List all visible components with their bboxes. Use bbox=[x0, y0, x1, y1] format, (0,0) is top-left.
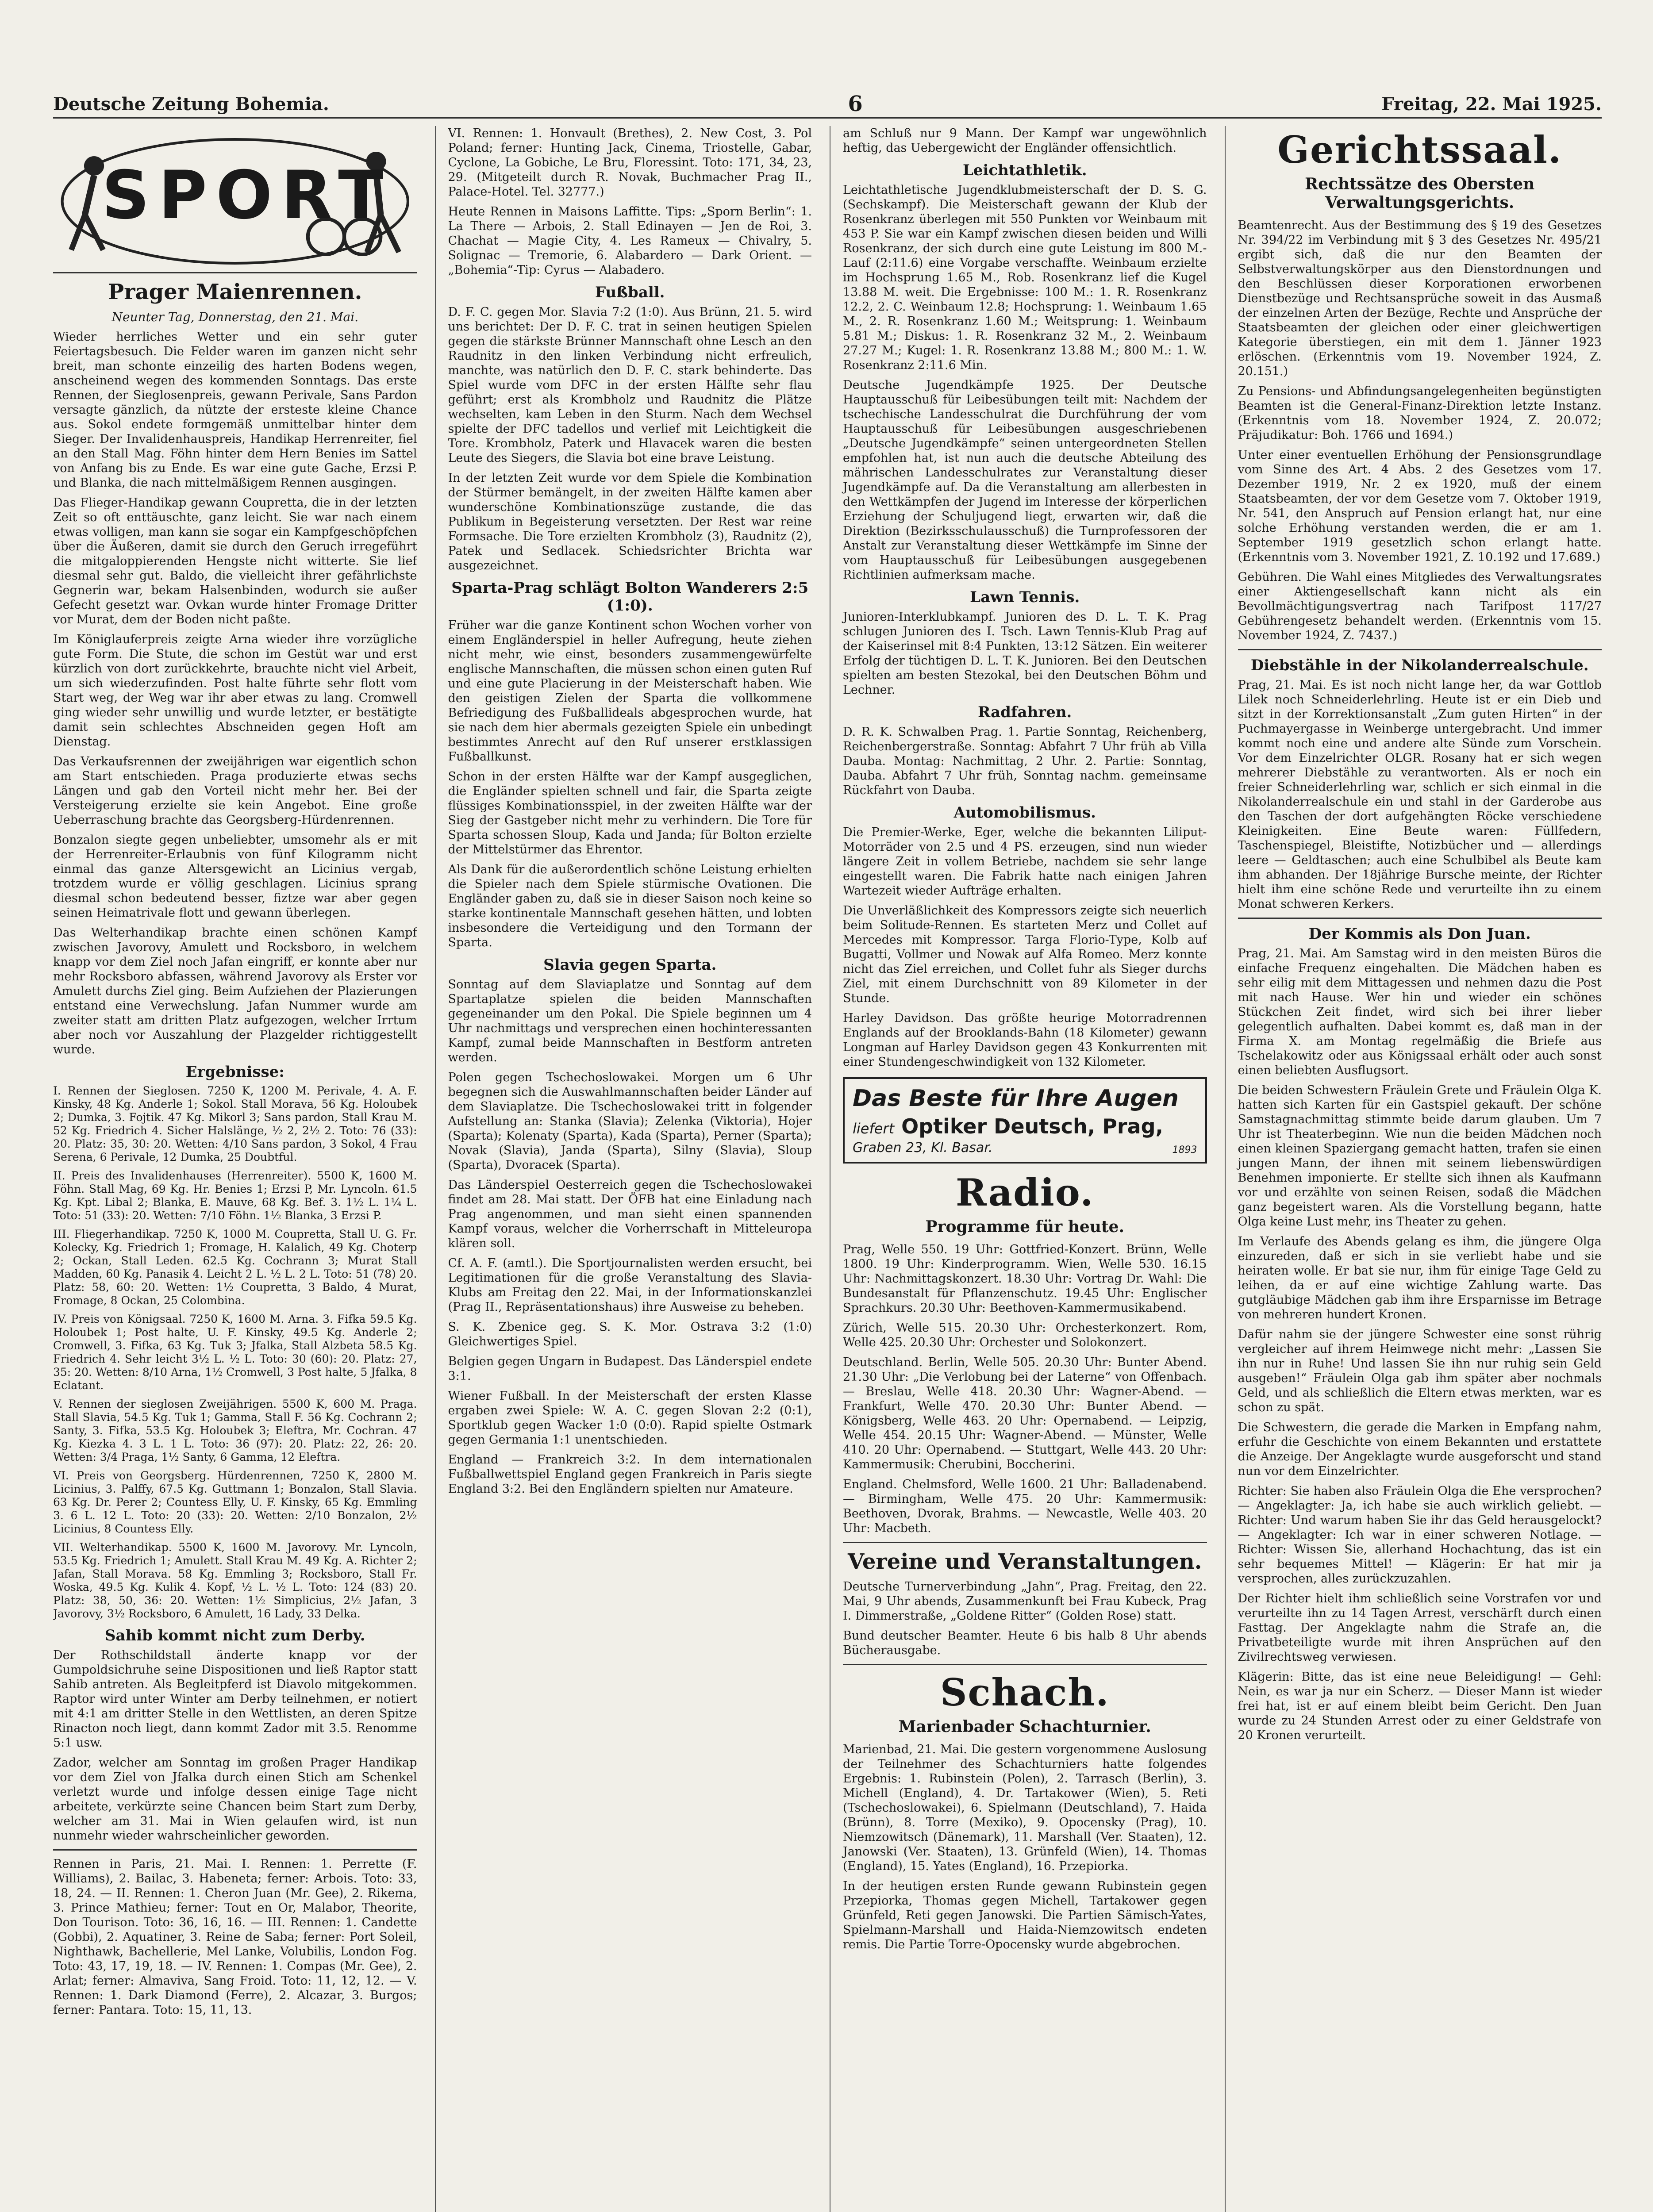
article-paragraph: Klägerin: Bitte, das ist eine neue Beleidigung! — Gehl: Nein, es war ja nur ein Scherz. — Dieser Mann ist wieder frei hat, ist er auf einem bleibt beim Gericht. Den Juan wurde zu 24 Stunden Arrest oder zu einer Geldstrafe von 20 Kronen verurteilt. bbox=[1238, 1670, 1602, 1742]
article-paragraph: Prag, 21. Mai. Es ist noch nicht lange her, da war Gottlob Lilek noch Schneiderlehrling. Heute ist er ein Dieb und sitzt in der Korrektionsanstalt „Zum guten Hirten“ in der Puchmayergasse in Weinberge untergebracht. Und immer kommt noch eine und andere alte Sünde zum Vorschein. Vor dem Einzelrichter OLGR. Rosany hat er sich wegen mehrerer Diebstähle zu verantworten. Als er noch ein freier Schneiderlehrling war, schlich er sich einmal in die Nikolanderrealschule ein und stahl in der Garderobe aus den Taschen der dort aufgehängten Röcke verschiedene Kleinigkeiten. Eine Beute waren: Füllfedern, Taschenspiegel, Bleistifte, Notizbücher und — allerdings leere — Geldtaschen; auch eine Schulbibel als Beute kam ihm abhanden. Der 18jährige Bursche meinte, der Richter hielt ihm eine schöne Rede und verurteilte ihn zu einem Monat schweren Kerkers. bbox=[1238, 678, 1602, 911]
article-paragraph: Harley Davidson. Das größte heurige Motorradrennen Englands auf der Brooklands-Bahn (18 Kilometer) gewann Longman auf Harley Davidson gegen 43 Konkurrenten mit einer Stundengeschwindigkeit von 132 Kilometer. bbox=[843, 1011, 1207, 1069]
article-paragraph: Marienbad, 21. Mai. Die gestern vorgenommene Auslosung der Teilnehmer des Schachturniers hatte folgendes Ergebnis: 1. Rubinstein (Polen), 2. Tarrasch (Berlin), 3. Michell (England), 4. Dr. Tartakower (Wien), 5. Reti (Tschechoslowakei), 6. Spielmann (Deutschland), 7. Haida (Brünn), 8. Torre (Mexiko), 9. Opocensky (Prag), 10. Niemzowitsch (Dänemark), 11. Marshall (Ver. Staaten), 12. Janowski (Ver. Staaten), 13. Grünfeld (Wien), 14. Thomas (England), 15. Yates (England), 16. Przepiorka. bbox=[843, 1743, 1207, 1873]
race-result: VI. Preis von Georgsberg. Hürdenrennen, 7250 K, 2800 M. Licinius, 3. Palffy, 67.5 Kg. Guttmann 1; Bonzalon, Stall Slavia. 63 Kg. Dr. Perer 2; Countess Elly, U. F. Kinsky, 65 Kg. Emmling 3. 6 L. 12 L. Toto: 20 (33): 20. Wetten: 2/10 Bonzalon, 2½ Licinius, 8 Countess Elly. bbox=[53, 1469, 417, 1535]
article-title: Prager Maienrennen. bbox=[108, 280, 362, 304]
article-paragraph: England — Frankreich 3:2. In dem internationalen Fußballwettspiel England gegen Frankreich in Paris siegte England 3:2. Bei den Engländern spielten nur Amateure. bbox=[448, 1453, 812, 1496]
article-paragraph: Polen gegen Tschechoslowakei. Morgen um 6 Uhr begegnen sich die Auswahlmannschaften beider Länder auf dem Slaviaplatze. Die Tschechoslowakei tritt in folgender Aufstellung an: Stanka (Slavia); Zelenka (Viktoria), Hojer (Sparta); Kolenaty (Sparta), Kada (Sparta), Perner (Sparta); Novak (Slavia), Janda (Sparta), Silny (Slavia), Sloup (Sparta), Dvoracek (Sparta). bbox=[448, 1071, 812, 1172]
article-paragraph: Der Richter hielt ihm schließlich seine Vorstrafen vor und verurteilte ihn zu 14 Tagen Arrest, verschärft durch einen Fasttag. Der Angeklagte nahm die Strafe an, die Privatbeteiligte wurde mit ihren Ansprüchen auf den Zivilrechtsweg verwiesen. bbox=[1238, 1592, 1602, 1664]
race-result: V. Rennen der sieglosen Zweijährigen. 5500 K, 600 M. Praga. Stall Slavia, 54.5 Kg. Tuk 1; Gamma, Stall F. 56 Kg. Cochrann 2; Santy, 3. Fifka, 53.5 Kg. Holoubek 3; Eleftra, Mr. Cochran. 47 Kg. Kiezka 4. 3 L. 1 L. Toto: 36 (97): 20. Platz: 22, 26: 20. Wetten: 3/4 Praga, 1½ Santy, 6 Gamma, 12 Eleftra. bbox=[53, 1398, 417, 1463]
article-paragraph: Im Königlauferpreis zeigte Arna wieder ihre vorzügliche gute Form. Die Stute, die schon im Gestüt war und erst kürzlich von dort zurückkehrte, brauchte nicht viel Arbeit, um sich wiederzufinden. Post halte führte sehr flott vom Start weg, der Weg war ihr aber etwas zu lang. Cromwell ging wieder sehr unwillig und wurde letzter, er bestätigte damit sein schlechtes Abschneiden gegen Hoft am Dienstag. bbox=[53, 633, 417, 749]
page-number: 6 bbox=[848, 92, 863, 116]
race-result: II. Preis des Invalidenhauses (Herrenreiter). 5500 K, 1600 M. Föhn. Stall Mag, 69 Kg. Hr. Benies 1; Erzsi P, Mr. Lyncoln. 61.5 Kg. Kpt. Libal 2; Blanka, E. Mauve, 68 Kg. Bef. 3. 1½ L. 1¼ L. Toto: 51 (33): 20. Wetten: 7/10 Föhn. 1½ Blanka, 3 Erzsi P. bbox=[53, 1169, 417, 1222]
ad-company-name: Optiker Deutsch, Prag, bbox=[901, 1114, 1164, 1138]
article-paragraph: Leichtathletische Jugendklubmeisterschaft der D. S. G. (Sechskampf). Die Meisterschaft gewann der Klub der Rosenkranz überlegen mit 550 Punkten vor Weinbaum mit 453 P. Sie war ein Kampf zwischen diesen beiden und Willi Rosenkranz, der sich durch eine gute Leistung im 800 M.-Lauf (2:11.6) eine Vorgabe verschaffte. Weinbaum erzielte im Hochsprung 1.65 M., Rob. Rosenkranz lief die Kugel 13.88 M. weit. Die Ergebnisse: 100 M.: 1. R. Rosenkranz 12.2, 2. C. Weinbaum 12.8; Hochsprung: 1. Weinbaum 1.65 M., 2. R. Rosenkranz 1.60 M.; Weitsprung: 1. Weinbaum 5.81 M.; Diskus: 1. R. Rosenkranz 32 M., 2. Weinbaum 27.27 M.; Kugel: 1. R. Rosenkranz 13.88 M.; 800 M.: 1. W. Rosenkranz 2:11.6 Min. bbox=[843, 183, 1207, 372]
article-paragraph: Sonntag auf dem Slaviaplatze und Sonntag auf dem Spartaplatze spielen die beiden Mannschaften gegeneinander um den Pokal. Die Spiele beginnen um 4 Uhr nachmittags und versprechen einen hochinteressanten Kampf, zumal beide Mannschaften in Bestform antreten werden. bbox=[448, 978, 812, 1064]
race-results bbox=[53, 1084, 417, 1621]
column-1 bbox=[53, 126, 417, 2212]
article-paragraph: Deutsche Turnerverbindung „Jahn“, Prag. Freitag, den 22. Mai, 9 Uhr abends, Zusammenkunft bei Frau Kubeck, Prag I. Dimmerstraße, „Goldene Ritter“ (Golden Rose) statt. bbox=[843, 1580, 1207, 1623]
results-heading: Ergebnisse: bbox=[185, 1063, 284, 1081]
article-paragraph: Zu Pensions- und Abfindungsangelegenheiten begünstigten Beamten ist die General-Finanz-Direktion letzte Instanz. (Erkenntnis vom 18. November 1924, Z. 20.072; Präjudikatur: Boh. 1766 und 1694.) bbox=[1238, 384, 1602, 442]
divider bbox=[843, 1664, 1207, 1665]
article-paragraph: Richter: Sie haben also Fräulein Olga die Ehe versprochen? — Angeklagter: Ja, ich habe sie auch wirklich geliebt. — Richter: Und warum haben Sie ihr das Geld herausgelockt? — Angeklagter: Ich war in einer schweren Notlage. — Richter: Wissen Sie, allerhand Hochachtung, das ist ein sehr bequemes Mittel! — Klägerin: Er hat mir ja versprochen, alles zurückzuzahlen. bbox=[1238, 1484, 1602, 1586]
ad-headline: Das Beste für Ihre Augen bbox=[853, 1085, 1179, 1112]
article-paragraph: Zador, welcher am Sonntag im großen Prager Handikap vor dem Ziel von Jfalka durch einen Stich am Schenkel verletzt wurde und infolge dessen einige Tage nicht arbeitete, verkürzte seine Chancen beim Start zum Derby, welcher am 31. Mai in Wien gelaufen wird, ist nun nunmehr wieder wahrscheinlicher geworden. bbox=[53, 1756, 417, 1843]
article-paragraph: Das Welterhandikap brachte einen schönen Kampf zwischen Javorovy, Amulett und Rocksboro, in welchem knapp vor dem Ziel noch Jafan eingriff, er konnte aber nur mehr Rocksboro abfassen, während Javorovy als Erster vor Amulett durchs Ziel ging. Beim Aufziehen der Plazierungen entstand eine Verwechslung. Jafan Nummer wurde am zweiter statt am dritten Platz aufgezogen, welcher Irrtum aber noch vor Auszahlung der Plazgelder richtiggestellt wurde. bbox=[53, 926, 417, 1056]
article-paragraph: Im Verlaufe des Abends gelang es ihm, die jüngere Olga einzureden, daß er sich in sie verliebt habe und sie heiraten wolle. Er bat sie nur, ihm für einige Tage Geld zu leihen, da er auf eine wichtige Zahlung warte. Das gutgläubige Mädchen gab ihm ihre Ersparnisse im Betrage von mehreren hundert Kronen. bbox=[1238, 1235, 1602, 1321]
issue-date: Freitag, 22. Mai 1925. bbox=[1381, 93, 1602, 115]
article-paragraph: D. F. C. gegen Mor. Slavia 7:2 (1:0). Aus Brünn, 21. 5. wird uns berichtet: Der D. F. C. trat in seinen heutigen Spielen gegen die stärkste Brünner Mannschaft ohne Lesch an den Raudnitz in den linken Verbindung nicht erfreulich, manchte, was natürlich den D. F. C. stark behinderte. Das Spiel wurde vom DFC in der ersten Hälfte sehr flau geführt; erst als Krombholz und Raudnitz die Plätze wechselten, kam Leben in den Sturm. Nach dem Wechsel spielte der DFC tadellos und verlief mit Leichtigkeit die Tore. Krombholz, Paterk und Hlavacek waren die besten Leute des Siegers, die Slavia bot eine brave Leistung. bbox=[448, 305, 812, 465]
race-result: I. Rennen der Sieglosen. 7250 K, 1200 M. Perivale, 4. A. F. Kinsky, 48 Kg. Anderle 1; Sokol. Stall Morava, 56 Kg. Holoubek 2; Dumka, 3. Fojtik. 47 Kg. Mikorl 3; Sans pardon, Stall Krau M. 52 Kg. Friedrich 4. Sicher Halslänge, ½ 2, 2½ 2. Toto: 76 (33): 20. Platz: 35, 30: 20. Wetten: 4/10 Sans pardon, 3 Sokol, 4 Frau Serena, 6 Perivale, 12 Dumka, 25 Doubtful. bbox=[53, 1084, 417, 1164]
article-paragraph: Das Verkaufsrennen der zweijährigen war eigentlich schon am Start entschieden. Praga produzierte etwas sechs Längen und gab den Vorteil nicht mehr her. Bei der Versteigerung erzielte sie kein Angebot. Eine große Ueberraschung brachte das Georgsberg-Hürdenrennen. bbox=[53, 755, 417, 827]
section-heading: Der Kommis als Don Juan. bbox=[1308, 925, 1531, 943]
article-paragraph: Rennen in Paris, 21. Mai. I. Rennen: 1. Perrette (F. Williams), 2. Bailac, 3. Habeneta; ferner: Arbois. Toto: 33, 18, 24. — II. Rennen: 1. Cheron Juan (Mr. Gee), 2. Rikema, 3. Prince Mathieu; ferner: Tout en Or, Malabor, Theorite, Don Tourison. Toto: 36, 16, 16. — III. Rennen: 1. Candette (Gobbi), 2. Aquatiner, 3. Reine de Saba; ferner: Port Soleil, Nighthawk, Bachellerie, Mel Lanke, Volubilis, London Fog. Toto: 43, 17, 19, 18. — IV. Rennen: 1. Compas (Mr. Gee), 2. Arlat; ferner: Almaviva, Sang Froid. Toto: 11, 12, 12. — V. Rennen: 1. Dark Diamond (Ferre), 2. Alcazar, 3. Burgos; ferner: Pantara. Toto: 15, 11, 13. bbox=[53, 1857, 417, 2017]
newspaper-name: Deutsche Zeitung Bohemia. bbox=[53, 93, 329, 115]
article-dateline: Neunter Tag, Donnerstag, den 21. Mai. bbox=[111, 310, 359, 324]
article-paragraph: In der heutigen ersten Runde gewann Rubinstein gegen Przepiorka, Thomas gegen Michell, Tartakower gegen Grünfeld, Reti gegen Janowski. Die Partien Sämisch-Yates, Spielmann-Marshall und Haida-Niemzowitsch endeten remis. Die Partie Torre-Opocensky wurde abgebrochen. bbox=[843, 1879, 1207, 1951]
article-paragraph: S. K. Zbenice geg. S. K. Mor. Ostrava 3:2 (1:0) Gleichwertiges Spiel. bbox=[448, 1320, 812, 1348]
section-heading: Sahib kommt nicht zum Derby. bbox=[105, 1627, 365, 1644]
page-columns bbox=[53, 126, 1602, 2212]
section-heading: Leichtathletik. bbox=[962, 161, 1087, 179]
ad-company-prefix: liefert bbox=[853, 1120, 895, 1137]
column-4 bbox=[1225, 126, 1602, 2212]
article-paragraph: Gebühren. Die Wahl eines Mitgliedes des Verwaltungsrates einer Aktiengesellschaft kann nicht als ein Bevollmächtigungsvertrag nach Tarifpost 117/27 Gebührengesetz behandelt werden. (Erkenntnis vom 15. November 1924, Z. 7437.) bbox=[1238, 570, 1602, 642]
section-heading: Automobilismus. bbox=[953, 804, 1096, 822]
section-heading: Lawn Tennis. bbox=[970, 588, 1080, 606]
radio-listing: England. Chelmsford, Welle 1600. 21 Uhr: Balladenabend. — Birmingham, Welle 475. 20 Uhr: Kammermusik: Beethoven, Dvorak, Brahms. — Newcastle, Welle 403. 20 Uhr: Macbeth. bbox=[843, 1478, 1207, 1535]
section-heading: Diebstähle in der Nikolanderrealschule. bbox=[1250, 657, 1589, 674]
ad-code: 1893 bbox=[1172, 1144, 1197, 1156]
optician-advertisement bbox=[843, 1077, 1207, 1164]
article-paragraph: Das Flieger-Handikap gewann Coupretta, die in der letzten Zeit so oft enttäuschte, ganz leicht. Sie war nach einem etwas volligen, man kann sie sogar ein Kampfgeschöpfchen über die Äußeren, damit sie durch den Geruch irregeführt die mitgaloppierenden Hengste nicht witterte. Sie lief diesmal sehr gut. Baldo, die vielleicht ihrer gefährlichste Gegnerin war, bekam Halsenbinden, wodurch sie außer Gefecht gesetzt war. Ovkan wurde hinter Fromage Dritter vor Murat, dem der Boden nicht paßte. bbox=[53, 496, 417, 626]
divider bbox=[1238, 649, 1602, 650]
schach-title: Schach. bbox=[940, 1671, 1110, 1714]
article-paragraph: Junioren-Interklubkampf. Junioren des D. L. T. K. Prag schlugen Junioren des I. Tsch. Lawn Tennis-Klub Prag auf der Kaiserinsel mit 8:4 Punkten, 13:12 Sätzen. Ein weiterer Erfolg der tüchtigen D. L. T. K. Junioren. Bei den Deutschen spielten am besten Stezokal, bei den Deutschen Böhm und Lechner. bbox=[843, 610, 1207, 697]
article-paragraph: Beamtenrecht. Aus der Bestimmung des § 19 des Gesetzes Nr. 394/22 im Verbindung mit § 3 des Gesetzes Nr. 495/21 ergibt sich, daß die nur den Beamten der Selbstverwaltungskörper aus den Dienstordnungen und den Beschlüssen dieser Korporationen erworbenen Dienstbezüge und Rechtsansprüche soweit in das Ausmaß der einzelnen Arten der Bezüge, Rechte und Ansprüche der Staatsbeamten der gleichen oder einer gleichwertigen Kategorie überstiegen, ein mit dem 1. Jänner 1923 erlöschen. (Erkenntnis vom 19. November 1924, Z. 20.151.) bbox=[1238, 219, 1602, 378]
article-paragraph: Cf. A. F. (amtl.). Die Sportjournalisten werden ersucht, bei Legitimationen für die große Veranstaltung des Slavia-Klubs am Freitag den 22. Mai, in der Informationskanzlei (Prag II., Repräsentationshaus) ihre Ausweise zu beheben. bbox=[448, 1256, 812, 1314]
section-heading: Slavia gegen Sparta. bbox=[543, 956, 717, 974]
article-paragraph: Bund deutscher Beamter. Heute 6 bis halb 8 Uhr abends Bücherausgabe. bbox=[843, 1629, 1207, 1657]
radio-title: Radio. bbox=[955, 1171, 1094, 1214]
radio-listing: Prag, Welle 550. 19 Uhr: Gottfried-Konzert. Brünn, Welle 1800. 19 Uhr: Kinderprogramm. Wien, Welle 530. 16.15 Uhr: Nachmittagskonzert. 18.30 Uhr: Vortrag Dr. Wahl: Die Bundesanstalt für Pflanzenschutz. 19.45 Uhr: Englischer Sprachkurs. 20.30 Uhr: Beethoven-Kammermusikabend. bbox=[843, 1243, 1207, 1315]
section-heading: Fußball. bbox=[595, 284, 665, 301]
article-paragraph: In der letzten Zeit wurde vor dem Spiele die Kombination der Stürmer bemängelt, in der zweiten Hälfte kamen aber wunderschöne Kombinationszüge zustande, die das Publikum in Begeisterung versetzten. Der Rest war reine Formsache. Die Tore erzielten Krombholz (3), Raudnitz (2), Patek und Sedlacek. Schiedsrichter Brichta war ausgezeichnet. bbox=[448, 471, 812, 572]
race-result: IV. Preis von Königsaal. 7250 K, 1600 M. Arna. 3. Fifka 59.5 Kg. Holoubek 1; Post halte, U. F. Kinsky, 49.5 Kg. Anderle 2; Cromwell, 3. Fifka, 63 Kg. Tuk 3; Jfalka, Stall Alzbeta 58.5 Kg. Friedrich 4. Sehr leicht 3½ L. ½ L. Toto: 30 (60): 20. Platz: 27, 35: 20. Wetten: 8/10 Arna, 1½ Cromwell, 3 Post halte, 5 Jfalka, 8 Eclatant. bbox=[53, 1313, 417, 1392]
gerichtssaal-title: Gerichtssaal. bbox=[1277, 128, 1562, 172]
ad-address-text: Graben 23, Kl. Basar. bbox=[853, 1140, 993, 1156]
radio-listing: Zürich, Welle 515. 20.30 Uhr: Orchesterkonzert. Rom, Welle 425. 20.30 Uhr: Orchester und Solokonzert. bbox=[843, 1321, 1207, 1349]
column-3 bbox=[830, 126, 1207, 2212]
divider bbox=[53, 1849, 417, 1851]
article-paragraph: Schon in der ersten Hälfte war der Kampf ausgeglichen, die Engländer spielten schnell und fair, die Sparta zeigte flüssiges Kombinationsspiel, in der zweiten Hälfte war der Sieg der Gastgeber nicht mehr zu verhindern. Die Tore für Sparta schossen Sloup, Kada und Janda; für Bolton erzielte der Mittelstürmer das Ehrentor. bbox=[448, 770, 812, 856]
sport-logo-word: SPORT bbox=[102, 157, 392, 234]
schach-subtitle: Marienbader Schachturnier. bbox=[898, 1717, 1151, 1736]
ad-company bbox=[853, 1114, 1197, 1138]
section-heading: Radfahren. bbox=[978, 703, 1072, 721]
article-paragraph: D. R. K. Schwalben Prag. 1. Partie Sonntag, Reichenberg, Reichenbergerstraße. Sonntag: Abfahrt 7 Uhr früh ab Villa Dauba. Montag: Nachmittag, 2 Uhr. 2. Partie: Sonntag, Dauba. Abfahrt 7 Uhr früh, Sonntag nachm. gemeinsame Rückfahrt von Dauba. bbox=[843, 725, 1207, 797]
article-paragraph: Wiener Fußball. In der Meisterschaft der ersten Klasse ergaben zwei Spiele: W. A. C. gegen Slovan 2:2 (0:1), Sportklub gegen Wacker 1:0 (0:0). Rapid spielte Ostmark gegen Germania 1:1 unentschieden. bbox=[448, 1389, 812, 1447]
article-paragraph: am Schluß nur 9 Mann. Der Kampf war ungewöhnlich heftig, das Uebergewicht der Engländer offensichtlich. bbox=[843, 127, 1207, 155]
article-paragraph: Bonzalon siegte gegen unbeliebter, umsomehr als er mit der Herrenreiter-Erlaubnis von fünf Kilogramm nicht einmal das ganze Altersgewicht an Licinius vergab, trotzdem wurde er völlig geschlagen. Licinius sprang diesmal schon bedeutend besser, fiztze war aber gegen seinen Heimatrivale flott und gewann überlegen. bbox=[53, 833, 417, 920]
article-paragraph: Dafür nahm sie der jüngere Schwester eine sonst rührig vergleicher auf ihrem Heimwege nicht mehr: „Lassen Sie ihn nur in Ruhe! Und lassen Sie ihn nur ruhig sein Geld ausgeben!“ Fräulein Olga gab ihm später aber nochmals Geld, und als schließlich die Eltern etwas merkten, war es schon zu spät. bbox=[1238, 1328, 1602, 1414]
divider bbox=[843, 1542, 1207, 1543]
column-2 bbox=[435, 126, 812, 2212]
divider bbox=[1238, 918, 1602, 919]
article-paragraph: Belgien gegen Ungarn in Budapest. Das Länderspiel endete 3:1. bbox=[448, 1355, 812, 1383]
gerichtssaal-subtitle: Rechtssätze des Obersten Verwaltungsgerichts. bbox=[1305, 175, 1535, 212]
article-paragraph: Das Länderspiel Oesterreich gegen die Tschechoslowakei findet am 28. Mai statt. Der ÖFB hat eine Einladung nach Prag angenommen, und man sieht einen spannenden Kampf voraus, welcher die Vorherrschaft in Mitteleuropa klären soll. bbox=[448, 1178, 812, 1250]
article-paragraph: Heute Rennen in Maisons Laffitte. Tips: „Sporn Berlin“: 1. La There — Arbois, 2. Stall Edinayen — Jen de Roi, 3. Chachat — Magie City, 4. Les Rameux — Chivalry, 5. Solignac — Tremorie, 6. Alabardero — Dark Orient. — „Bohemia“-Tip: Cyrus — Alabadero. bbox=[448, 205, 812, 277]
article-paragraph: Die Unverläßlichkeit des Kompressors zeigte sich neuerlich beim Solitude-Rennen. Es starteten Merz und Collet auf Mercedes mit Kompressor. Targa Florio-Type, Kolb auf Bugatti, Vollmer und Nowak auf Alfa Romeo. Merz konnte nicht das Ziel erreichen, und Collet fuhr als Sieger durchs Ziel, mit einem Durchschnitt von 89 Kilometer in der Stunde. bbox=[843, 904, 1207, 1005]
vereine-title: Vereine und Veranstaltungen. bbox=[847, 1549, 1202, 1574]
radio-subtitle: Programme für heute. bbox=[925, 1217, 1125, 1236]
article-paragraph: Prag, 21. Mai. Am Samstag wird in den meisten Büros die einfache Frequenz eingehalten. Die Mädchen haben es sehr eilig mit dem Mittagessen und nehmen dazu die Post mit nach Hause. Wer hin und wieder ein schönes Stückchen Zeit findet, wird sich bei ihrer lieber gelegentlich aufhalten. Dabei kommt es, daß man in der Firma X. am Montag regelmäßig die Briefe aus Tschelakowitz oder aus Königssaal erhält oder auch sonst einen beliebten Ausflugsort. bbox=[1238, 947, 1602, 1077]
article-paragraph: Der Rothschildstall änderte knapp vor der Gumpoldsichruhe seine Dispositionen und ließ Raptor statt Sahib antreten. Als Begleitpferd ist Diavolo mitgekommen. Raptor wird unter Winter am Derby teilnehmen, er notiert mit 4:1 am dritter Stelle in den Wettlisten, an deren Spitze Rinacton noch liegt, dann kommt Zador mit 3.5. Renomme 5:1 usw. bbox=[53, 1648, 417, 1750]
page-header bbox=[53, 91, 1602, 119]
article-paragraph: Als Dank für die außerordentlich schöne Leistung erhielten die Spieler nach dem Spiele stürmische Ovationen. Die Engländer gaben zu, daß sie in dieser Saison noch keine so starke kontinentale Mannschaft gesehen hätten, und lobten insbesondere die Verteidigung und den Tormann der Sparta. bbox=[448, 863, 812, 949]
race-result: VII. Welterhandikap. 5500 K, 1600 M. Javorovy. Mr. Lyncoln, 53.5 Kg. Friedrich 1; Amulett. Stall Krau M. 49 Kg. A. Richter 2; Jafan, Stall Morava. 58 Kg. Emmling 3; Rocksboro, Stall Fr. Woska, 49.5 Kg. Kulik 4. Kopf, ½ L. ½ L. Toto: 124 (83) 20. Platz: 38, 50, 36: 20. Wetten: 1½ Simplicius, 2½ Jafan, 3 Javorovy, 3½ Rocksboro, 6 Amulett, 16 Lady, 33 Delka. bbox=[53, 1541, 417, 1620]
article-paragraph: Deutsche Jugendkämpfe 1925. Der Deutsche Hauptausschuß für Leibesübungen teilt mit: Nachdem der tschechische Landesschulrat die Durchführung der vom Hauptausschuß für Leibesübungen ausgeschriebenen „Deutsche Jugendkämpfe“ seinen untergeordneten Stellen empfohlen hat, ist nun auch die deutsche Abteilung des mährischen Landesschulrates zur Veranstaltung dieser Jugendkämpfe auf. Da die Veranstaltung am allerbesten in den Wettkämpfen der Jugend im Interesse der körperlichen Erziehung der Schuljugend liegt, erwarten wir, daß die Direktion (Bezirksschulausschuß) die Turnprofessoren der Anstalt zur Veranstaltung dieser Wettkämpfe im Sinne der vom Hauptausschuß für Leibesübungen ausgegebenen Richtlinien aufmerksam mache. bbox=[843, 378, 1207, 582]
article-paragraph: Unter einer eventuellen Erhöhung der Pensionsgrundlage vom Sinne des Art. 4 Abs. 2 des Gesetzes vom 17. Dezember 1919, Nr. 2 ex 1920, muß der einem Staatsbeamten, der vor dem Gesetze vom 7. Oktober 1919, Nr. 541, den Anspruch auf Pension erlangt hat, nur eine solche Erhöhung verstanden werden, die er am 1. September 1919 gesetzlich schon erlangt hatte. (Erkenntnis vom 3. November 1921, Z. 10.192 und 17.689.) bbox=[1238, 448, 1602, 564]
radio-listing: Deutschland. Berlin, Welle 505. 20.30 Uhr: Bunter Abend. 21.30 Uhr: „Die Verlobung bei der Laterne“ von Offenbach. — Breslau, Welle 418. 20.30 Uhr: Wagner-Abend. — Frankfurt, Welle 470. 20.30 Uhr: Bunter Abend. — Königsberg, Welle 463. 20 Uhr: Opernabend. — Leipzig, Welle 454. 20.15 Uhr: Wagner-Abend. — Münster, Welle 410. 20 Uhr: Opernabend. — Stuttgart, Welle 443. 20 Uhr: Kammermusik: Cherubini, Boccherini. bbox=[843, 1356, 1207, 1471]
article-paragraph: Wieder herrliches Wetter und ein sehr guter Feiertagsbesuch. Die Felder waren im ganzen nicht sehr breit, man schonte einzeilig des harten Bodens wegen, anscheinend wegen des kommenden Sonntags. Das erste Rennen, der Sieglosenpreis, gewann Perivale, Sans Pardon versagte gänzlich, da nützte der ersteste kleine Chance aus. Sokol endete formgemäß unmittelbar hinter dem Sieger. Der Invalidenhauspreis, Handikap Herrenreiter, fiel an den Stall Mag. Föhn hinter dem Hern Benies im Sattel von Anfang bis zu Ende. Es war eine gute Gache, Erzsi P. und Blanka, die nach mittelmäßigem Rennen ausgingen. bbox=[53, 330, 417, 490]
article-paragraph: Früher war die ganze Kontinent schon Wochen vorher von einem Engländerspiel in heller Aufregung, heute ziehen nicht mehr, wie einst, besonders zusammengewürfelte englische Mannschaften, die müssen schon einen guten Ruf und eine gute Placierung in der Meisterschaft haben. Wie den geistigen Zielen der Sparta die vollkommene Befriedigung des Fußballideals abgesprochen wurde, hat sie nach dem hier abermals gezeigten Spiele ein unbedingt bestimmtes Anrecht auf den Ruf unserer erstklassigen Fußballkunst. bbox=[448, 618, 812, 764]
section-heading: Sparta-Prag schlägt Bolton Wanderers 2:5 (1:0). bbox=[451, 579, 809, 614]
sport-logo bbox=[53, 126, 417, 273]
article-paragraph: Die beiden Schwestern Fräulein Grete und Fräulein Olga K. hatten sich Karten für ein Gastspiel gekauft. Der schöne Samstagnachmittag stimmte beide darum glauben. Um 7 Uhr ist Theaterbeginn. Wie nun die beiden Mädchen noch einen kleinen Spaziergang gemacht hatten, trafen sie einen jungen Mann, der ihnen mit seinem liebenswürdigen Benehmen imponierte. Er stellte sich ihnen als Kaufmann vor und erzählte von seinen Reisen, sodaß die Mädchen ganz begeistert waren. Als die Vorstellung begann, hatte Olga keine Lust mehr, ins Theater zu gehen. bbox=[1238, 1083, 1602, 1229]
ad-address bbox=[853, 1140, 1197, 1156]
article-paragraph: VI. Rennen: 1. Honvault (Brethes), 2. New Cost, 3. Pol Poland; ferner: Hunting Jack, Cinema, Triostelle, Gabar, Cyclone, La Gobiche, Le Bru, Floressint. Toto: 171, 34, 23, 29. (Mitgeteilt durch R. Novak, Buchmacher Prag II., Palace-Hotel. Tel. 32777.) bbox=[448, 127, 812, 199]
race-result: III. Fliegerhandikap. 7250 K, 1000 M. Coupretta, Stall U. G. Fr. Kolecky, Kg. Friedrich 1; Fromage, H. Kalalich, 49 Kg. Choterp 2; Ockan, Stall Leden. 62.5 Kg. Cochrann 3; Murat Stall Madden, 60 Kg. Panasik 4. Leicht 2 L. ½ L. 2 L. Toto: 51 (78) 20. Platz: 58, 60: 20. Wetten: 1½ Coupretta, 3 Baldo, 4 Murat, Fromage, 8 Ockan, 25 Colombina. bbox=[53, 1228, 417, 1307]
article-paragraph: Die Schwestern, die gerade die Marken in Empfang nahm, erfuhr die Geschichte von einem Bekannten und erstattete die Anzeige. Der Angeklagte wurde ausgeforscht und stand nun vor dem Einzelrichter. bbox=[1238, 1421, 1602, 1478]
article-paragraph: Die Premier-Werke, Eger, welche die bekannten Liliput-Motorräder von 2.5 und 4 PS. erzeugen, sind nun wieder längere Zeit in vollem Betriebe, nachdem sie sehr lange eingestellt waren. Die Fabrik hatte nach einigen Jahren Wartezeit wieder Aufträge erhalten. bbox=[843, 826, 1207, 898]
